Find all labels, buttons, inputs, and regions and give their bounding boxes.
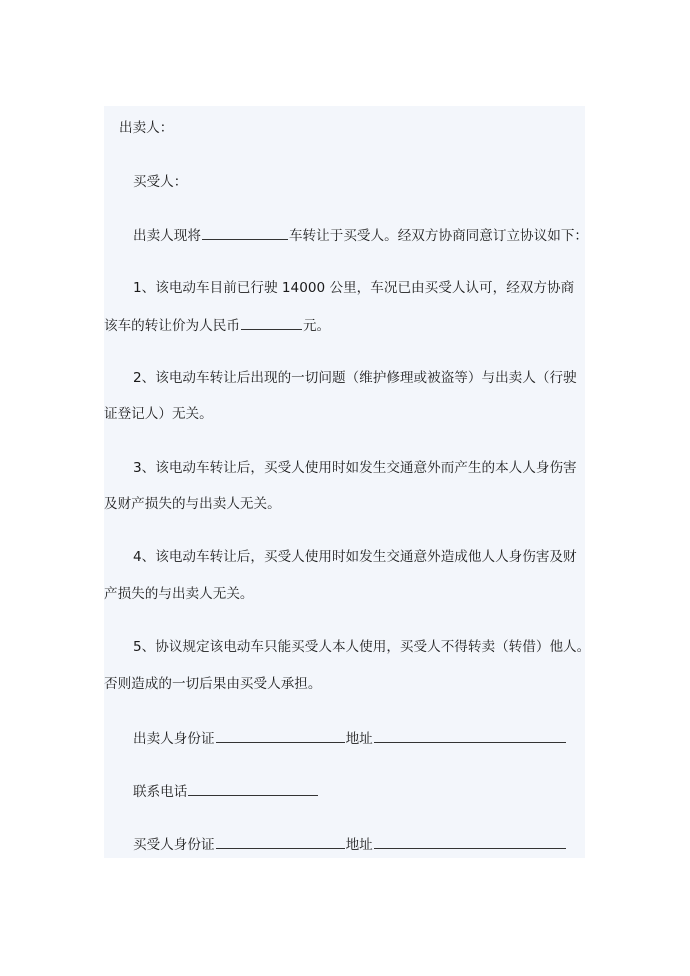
buyer-label: 买受人： [133,174,188,190]
seller-address-field[interactable] [374,729,566,743]
price-prefix: 该车的转让价为人民币 [104,318,240,334]
intro-suffix: 车转让于买受人。经双方协商同意订立协议如下： [288,228,589,244]
clause-3-line-2: 及财产损失的与出卖人无关。 [104,496,281,512]
seller-id-field[interactable] [216,729,345,743]
seller-address-label: 地址 [345,731,373,747]
buyer-id-label: 买受人身份证 [133,837,215,853]
clause-5-line-2: 否则造成的一切后果由买受人承担。 [104,676,322,692]
clause-2-line-1: 2、该电动车转让后出现的一切问题（维护修理或被盗等）与出卖人（行驶 [133,370,577,386]
phone-label: 联系电话 [133,784,188,800]
clause-1-line-1: 1、该电动车目前已行驶 14000 公里，车况已由买受人认可，经双方协商 [133,280,575,296]
seller-signature-row [133,729,567,748]
clause-4-line-2: 产损失的与出卖人无关。 [104,586,254,602]
buyer-address-label: 地址 [345,837,373,853]
clause-2-line-2: 证登记人）无关。 [104,406,213,422]
seller-id-label: 出卖人身份证 [133,731,215,747]
phone-row [133,782,319,801]
phone-field[interactable] [188,782,318,796]
clause-4-line-1: 4、该电动车转让后，买受人使用时如发生交通意外造成他人人身伤害及财 [133,549,577,565]
price-blank-field[interactable] [241,316,302,330]
clause-5-line-1: 5、协议规定该电动车只能买受人本人使用，买受人不得转卖（转借）他人。 [133,639,591,655]
clause-1-line-2 [104,316,330,335]
buyer-signature-row [133,835,567,854]
buyer-id-field[interactable] [216,835,345,849]
price-suffix: 元。 [302,318,331,334]
buyer-address-field[interactable] [374,835,566,849]
vehicle-blank-field[interactable] [202,226,288,240]
seller-label: 出卖人： [119,120,174,136]
intro-prefix: 出卖人现将 [133,228,201,244]
clause-3-line-1: 3、该电动车转让后，买受人使用时如发生交通意外而产生的本人人身伤害 [133,460,577,476]
intro-paragraph [133,226,588,245]
